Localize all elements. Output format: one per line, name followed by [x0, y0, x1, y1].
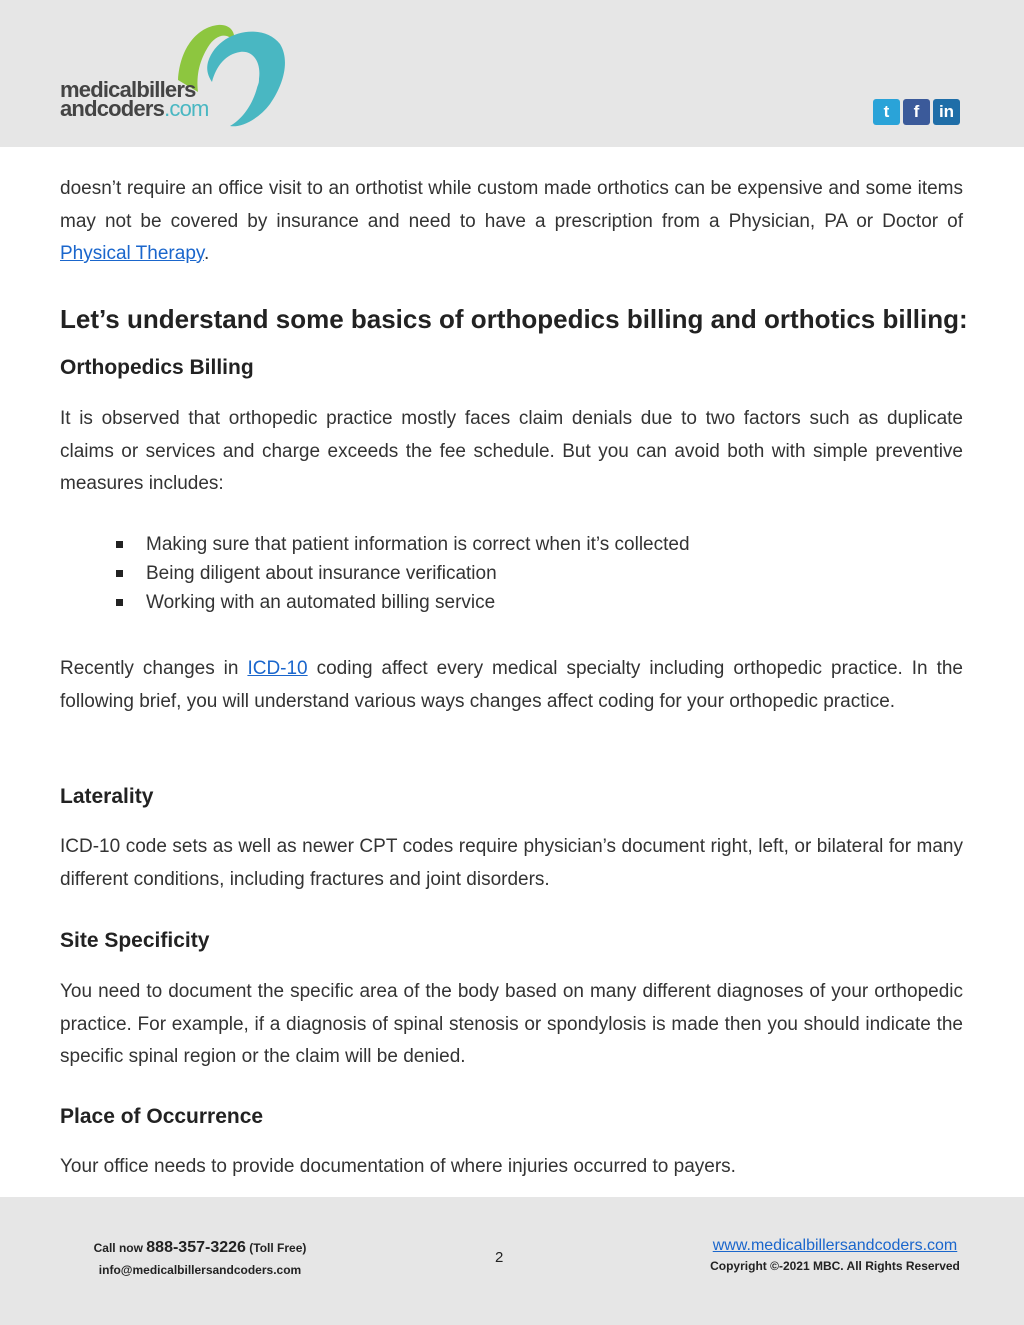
preventive-measures-list	[116, 530, 690, 617]
orthopedics-paragraph: It is observed that orthopedic practice mostly faces claim denials due to two factors such as duplicate claims or services and charge exceeds the fee schedule. But you can avoid both with simple preventive measures includes:	[60, 408, 963, 494]
site-specificity-heading: Site Specificity	[60, 929, 210, 952]
site-specificity-paragraph: You need to document the specific area of the body based on many different diagnoses of your orthopedic practice. For example, if a diagnosis of spinal stenosis or spondylosis is made then you should indicate the specific spinal region or the claim will be denied.	[60, 981, 963, 1067]
list-item-text: Being diligent about insurance verification	[146, 563, 497, 584]
orthopedics-billing-heading: Orthopedics Billing	[60, 356, 254, 379]
social-links	[873, 99, 960, 125]
page-number: 2	[495, 1249, 504, 1266]
page-footer	[0, 1197, 1024, 1325]
icd-10-link[interactable]: ICD-10	[247, 658, 308, 679]
company-logo[interactable]	[58, 22, 298, 130]
twitter-icon[interactable]: t	[873, 99, 900, 125]
copyright-text: Copyright ©-2021 MBC. All Rights Reserved	[710, 1259, 960, 1273]
list-item	[116, 530, 690, 559]
list-item	[116, 559, 690, 588]
page-header	[0, 0, 1024, 147]
toll-free-label: (Toll Free)	[245, 1241, 307, 1255]
site-info	[690, 1237, 980, 1273]
main-heading: Let’s understand some basics of orthopedics billing and orthotics billing:	[60, 304, 968, 334]
contact-email[interactable]: info@medicalbillersandcoders.com	[98, 1263, 302, 1277]
list-item	[116, 588, 690, 617]
intro-paragraph	[60, 173, 963, 271]
logo-line-1: medicalbillers	[60, 77, 196, 102]
facebook-icon[interactable]: f	[903, 99, 930, 125]
logo-line-2: andcoders	[60, 96, 165, 121]
intro-text: doesn’t require an office visit to an orthotist while custom made orthotics can be expensive and some items may not be covered by insurance and need to have a prescription from a Physician, PA or Doctor of	[60, 178, 963, 232]
phone-number[interactable]: 888-357-3226	[146, 1239, 246, 1256]
bullet-square-icon	[116, 599, 123, 606]
icd-text-end: coding affect every medical specialty including orthopedic practice. In the following brief, you will understand various ways changes affect coding for your orthopedic practice.	[60, 658, 963, 712]
linkedin-icon[interactable]: in	[933, 99, 960, 125]
list-item-text: Working with an automated billing service	[146, 592, 496, 613]
laterality-paragraph: ICD-10 code sets as well as newer CPT codes require physician’s document right, left, or bilateral for many different conditions, including fractures and joint disorders.	[60, 836, 963, 890]
list-item-text: Making sure that patient information is correct when it’s collected	[146, 534, 690, 555]
icd-text: Recently changes in	[60, 658, 248, 679]
icd-paragraph	[60, 653, 963, 718]
place-of-occurrence-paragraph: Your office needs to provide documentation of where injuries occurred to payers.	[60, 1156, 736, 1177]
logo-dotcom: .com	[164, 96, 209, 121]
logo-wordmark	[60, 77, 209, 121]
laterality-heading: Laterality	[60, 785, 154, 808]
place-of-occurrence-heading: Place of Occurrence	[60, 1105, 264, 1128]
contact-info	[80, 1239, 320, 1277]
physical-therapy-link[interactable]: Physical Therapy	[60, 243, 204, 264]
call-now-label: Call now	[93, 1241, 147, 1255]
bullet-square-icon	[116, 541, 123, 548]
bullet-square-icon	[116, 570, 123, 577]
website-link[interactable]: www.medicalbillersandcoders.com	[712, 1237, 958, 1254]
intro-text-end: .	[203, 243, 210, 264]
